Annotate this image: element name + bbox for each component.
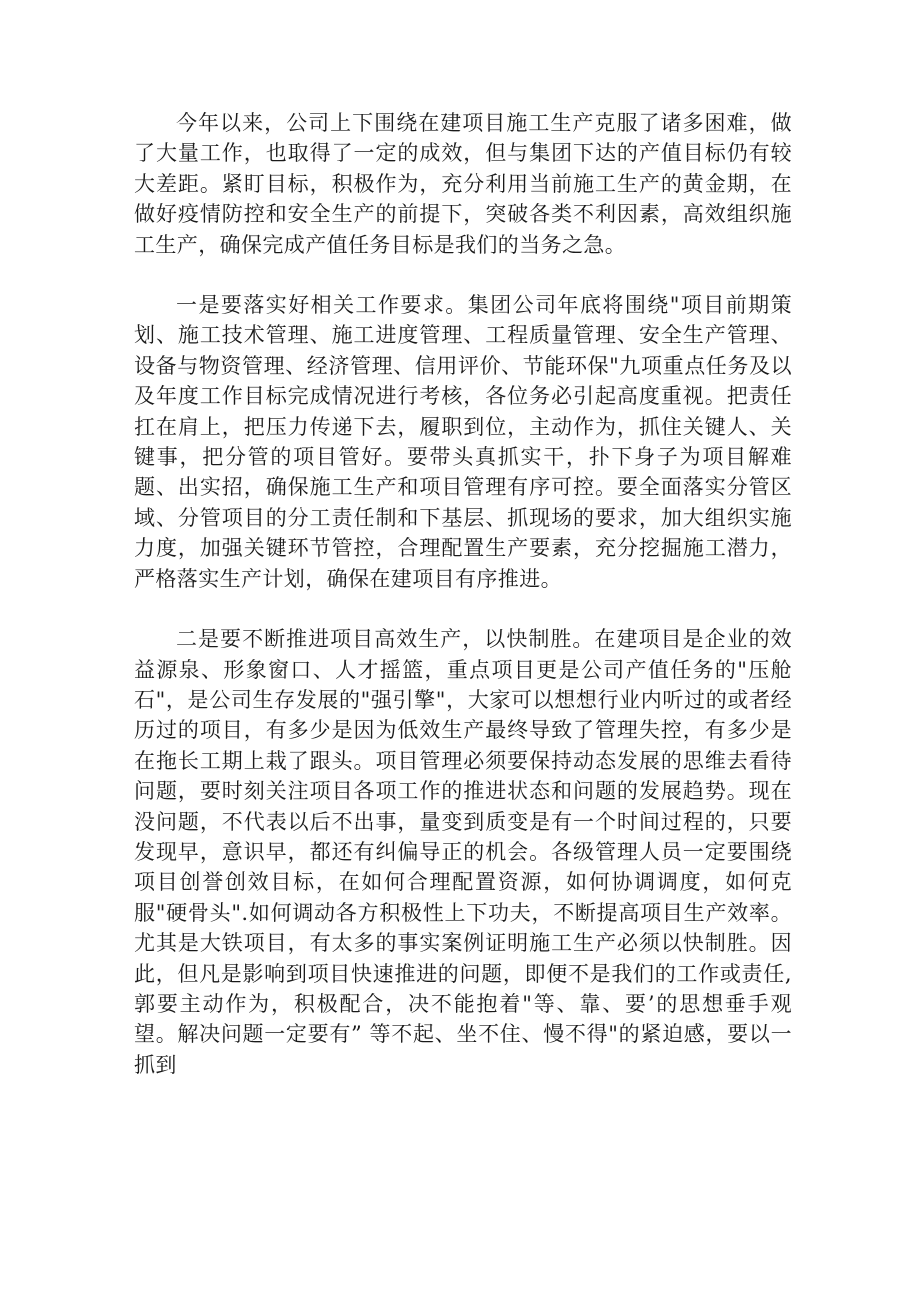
- paragraph-point-one: 一是要落实好相关工作要求。集团公司年底将围绕"项目前期策划、施工技术管理、施工进度管理、工程质量管理、安全生产管理、设备与物资管理、经济管理、信用评价、节能环保"九项重点任务及以及年度工作目标完成情况进行考核，各位务必引起高度重视。把责任扛在肩上，把压力传递下去，履职到位，主动作为，抓住关键人、关键事，把分管的项目管好。要带头真抓实干，扑下身子为项目解难题、出实招，确保施工生产和项目管理有序可控。要全面落实分管区域、分管项目的分工责任制和下基层、抓现场的要求，加大组织实施力度，加强关键环节管控，合理配置生产要素，充分挖掘施工潜力，严格落实生产计划，确保在建项目有序推进。: [134, 293, 792, 591]
- paragraph-intro: 今年以来，公司上下围绕在建项目施工生产克服了诸多困难，做了大量工作，也取得了一定的成效，但与集团下达的产值目标仍有较大差距。紧盯目标，积极作为，充分利用当前施工生产的黄金期，在做好疫情防控和安全生产的前提下，突破各类不利因素，高效组织施工生产，确保完成产值任务目标是我们的当务之急。: [134, 111, 792, 257]
- paragraph-point-two: 二是要不断推进项目高效生产，以快制胜。在建项目是企业的效益源泉、形象窗口、人才摇篮，重点项目更是公司产值任务的"压舱石"，是公司生存发展的"强引擎"，大家可以想想行业内听过的或者经历过的项目，有多少是因为低效生产最终导致了管理失控，有多少是在拖长工期上栽了跟头。项目管理必须要保持动态发展的思维去看待问题，要时刻关注项目各项工作的推进状态和问题的发展趋势。现在没问题，不代表以后不出事，量变到质变是有一个时间过程的，只要发现早，意识早，都还有纠偏导正的机会。各级管理人员一定要围绕项目创誉创效目标，在如何合理配置资源，如何协调调度，如何克服"硬骨头".如何调动各方积极性上下功夫，不断提高项目生产效率。尤其是大铁项目，有太多的事实案例证明施工生产必须以快制胜。因此，但凡是影响到项目快速推进的问题，即便不是我们的工作或责任,郭要主动作为，积极配合，决不能抱着"等、靠、要’的思想垂手观望。解决问题一定要有” 等不起、坐不住、慢不得"的紧迫感，要以一抓到: [134, 627, 792, 1077]
- document-page: [134, 108, 792, 1080]
